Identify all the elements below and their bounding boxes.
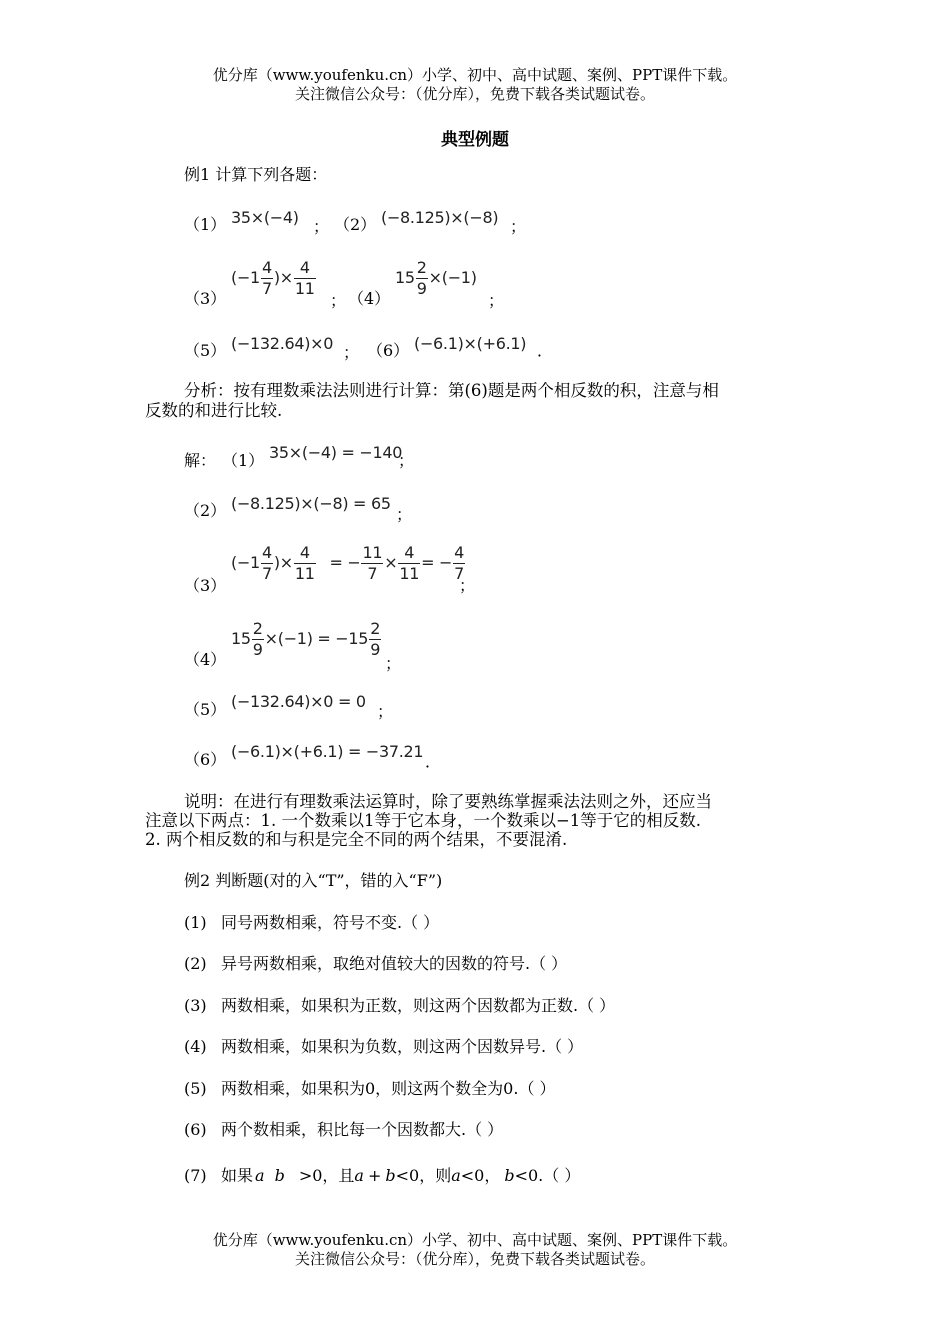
- ex1-item4-expr: [395, 258, 477, 299]
- sol3-mid: )×: [273, 553, 293, 572]
- solution-prefix: 解：: [184, 451, 217, 470]
- ex1-item3-sep: ；: [330, 291, 347, 310]
- ex2-item6-text: 两个数相乘，积比每一个因数都大.（ ）: [221, 1120, 504, 1139]
- sol1-expr: 35×(−4) = −140: [269, 443, 403, 462]
- sol4-label: （4）: [184, 650, 227, 669]
- sol1-label: （1）: [222, 451, 265, 470]
- footer-line-1: 优分库（www.youfenku.cn）小学、初中、高中试题、案例、PPT课件下载。: [212, 1231, 738, 1249]
- header-line-2: 关注微信公众号：（优分库），免费下载各类试题试卷。: [294, 85, 655, 103]
- ex1-item3-pre: (−1: [231, 268, 260, 287]
- sol5-label: （5）: [184, 700, 227, 719]
- ex2-item4-text: 两数相乘，如果积为负数，则这两个因数异号.（ ）: [221, 1037, 584, 1056]
- sol4-frac1: $\frac{2}{9}$: [252, 619, 263, 659]
- ex1-item4-label: （4）: [348, 289, 391, 308]
- sol4-expr: [231, 619, 382, 660]
- ex2-item7-label: (7): [184, 1166, 207, 1185]
- ex2-item7-text: [221, 1167, 580, 1185]
- ex1-item5-label: （5）: [184, 341, 227, 360]
- ex2-item7-t4: <0，: [460, 1166, 501, 1185]
- ex1-item6-label: （6）: [367, 341, 410, 360]
- sol4-post: ×(−1) = −15: [264, 629, 369, 648]
- var-b: b: [274, 1166, 285, 1185]
- ex1-item4-frac: $\frac{2}{9}$: [416, 258, 427, 298]
- ex2-item7-t3: <0，则: [395, 1166, 452, 1185]
- sol5-sep: ；: [377, 702, 394, 721]
- analysis-line-2: 反数的和进行比较.: [145, 401, 283, 420]
- ex1-item4-pre: 15: [395, 268, 415, 287]
- sol6-label: （6）: [184, 750, 227, 769]
- sol3-eq2: = −: [421, 553, 453, 572]
- ex2-item4-label: (4): [184, 1037, 207, 1056]
- sol5-expr: (−132.64)×0 = 0: [231, 692, 366, 711]
- ex1-item2-label: （2）: [334, 215, 377, 234]
- sol3-times: ×: [384, 553, 398, 572]
- sol6-expr: (−6.1)×(+6.1) = −37.21: [231, 742, 424, 761]
- ex1-item4-post: ×(−1): [428, 268, 477, 287]
- ex1-item3-label: （3）: [184, 289, 227, 308]
- sol3-frac1: $\frac{4}{7}$: [261, 543, 272, 583]
- sol6-end: ．: [425, 752, 442, 771]
- sol4-sep: ；: [385, 654, 402, 673]
- ex2-item3-text: 两数相乘，如果积为正数，则这两个因数都为正数.（ ）: [221, 996, 616, 1015]
- var-a-2: a: [354, 1166, 364, 1185]
- sol3-eq1: = −: [329, 553, 361, 572]
- analysis-line-1: 分析：按有理数乘法法则进行计算：第(6)题是两个相反数的积，注意与相: [184, 381, 719, 400]
- var-b-2: b: [385, 1166, 396, 1185]
- ex2-item7-t5: <0.（ ）: [514, 1166, 581, 1185]
- sol2-sep: ；: [396, 505, 413, 524]
- sol3-label: （3）: [184, 576, 227, 595]
- sol1-sep: ；: [398, 451, 415, 470]
- var-a: a: [255, 1166, 265, 1185]
- sol4-frac2: $\frac{2}{9}$: [370, 619, 381, 659]
- ex1-item1-sep: ；: [313, 217, 330, 236]
- ex1-item6-expr: (−6.1)×(+6.1): [414, 334, 527, 353]
- header-line-1: 优分库（www.youfenku.cn）小学、初中、高中试题、案例、PPT课件下载。: [212, 66, 738, 84]
- ex1-item3-mid: )×: [273, 268, 293, 287]
- var-a-3: a: [451, 1166, 461, 1185]
- ex1-item3-expr: [231, 258, 317, 299]
- plus-sign: +: [367, 1166, 382, 1185]
- ex2-item6-label: (6): [184, 1120, 207, 1139]
- ex2-item7-t1: 如果: [221, 1166, 254, 1185]
- sol3-sep: ；: [459, 576, 476, 595]
- ex2-item1-text: 同号两数相乘，符号不变.（ ）: [221, 913, 440, 932]
- ex2-item5-text: 两数相乘，如果积为0，则这两个数全为0.（ ）: [221, 1079, 556, 1098]
- footer-line-2: 关注微信公众号：（优分库），免费下载各类试题试卷。: [294, 1250, 655, 1268]
- sol4-pre: 15: [231, 629, 251, 648]
- var-b-3: b: [504, 1166, 515, 1185]
- ex2-item5-label: (5): [184, 1079, 207, 1098]
- note-line-2: 注意以下两点：1. 一个数乘以1等于它本身，一个数乘以−1等于它的相反数.: [145, 811, 702, 830]
- ex1-item4-sep: ；: [488, 291, 505, 310]
- sol2-expr: (−8.125)×(−8) = 65: [231, 494, 391, 513]
- note-line-1: 说明：在进行有理数乘法运算时，除了要熟练掌握乘法法则之外，还应当: [184, 792, 712, 811]
- sol3-frac2: $\frac{4}{11}$: [294, 543, 315, 583]
- note-line-3: 2. 两个相反数的和与积是完全不同的两个结果，不要混淆.: [145, 830, 568, 849]
- ex1-item2-expr: (−8.125)×(−8): [381, 208, 499, 227]
- sol2-label: （2）: [184, 501, 227, 520]
- sol3-pre: (−1: [231, 553, 260, 572]
- ex2-item3-label: (3): [184, 996, 207, 1015]
- ex1-item5-sep: ；: [343, 343, 360, 362]
- sol3-frac4: $\frac{4}{11}$: [399, 543, 420, 583]
- ex2-item1-label: (1): [184, 913, 207, 932]
- ex2-item2-text: 异号两数相乘，取绝对值较大的因数的符号.（ ）: [221, 954, 568, 973]
- ex2-item7-t2: >0，且: [298, 1166, 355, 1185]
- ex1-end-period: ．: [537, 341, 554, 360]
- ex1-item3-frac1: $\frac{4}{7}$: [261, 258, 272, 298]
- ex1-item1-expr: 35×(−4): [231, 208, 299, 227]
- sol3-frac3: $\frac{11}{7}$: [362, 543, 383, 583]
- ex1-item3-frac2: $\frac{4}{11}$: [294, 258, 315, 298]
- ex1-item5-expr: (−132.64)×0: [231, 334, 334, 353]
- page-title: 典型例题: [441, 130, 509, 150]
- ex1-item2-sep: ；: [510, 217, 527, 236]
- ex1-item1-label: （1）: [184, 215, 227, 234]
- sol3-frac5: $\frac{4}{7}$: [454, 543, 464, 583]
- sol3-expr: [231, 543, 466, 584]
- example1-heading: 例1 计算下列各题：: [184, 165, 328, 184]
- ex2-item2-label: (2): [184, 954, 207, 973]
- example2-heading: 例2 判断题(对的入“T”，错的入“F”): [184, 871, 443, 890]
